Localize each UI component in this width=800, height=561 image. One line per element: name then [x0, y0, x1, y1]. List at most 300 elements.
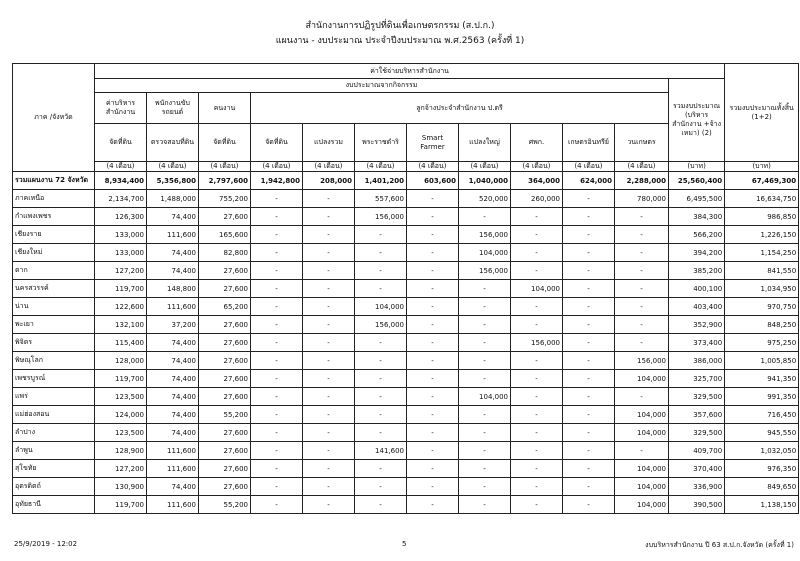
table-cell: 848,250 [725, 316, 799, 334]
table-cell: 156,000 [459, 262, 511, 280]
table-cell: - [511, 244, 563, 262]
header-c11: วนเกษตร [615, 124, 669, 162]
table-cell: - [511, 460, 563, 478]
table-cell: 329,500 [669, 388, 725, 406]
row-label: รวมแผนงาน 72 จังหวัด [13, 172, 95, 190]
row-label: ตาก [13, 262, 95, 280]
table-cell: 133,000 [95, 244, 147, 262]
table-cell: 624,000 [563, 172, 615, 190]
header-row-units [13, 162, 799, 172]
table-cell: - [251, 442, 303, 460]
table-cell: 27,600 [199, 262, 251, 280]
table-cell: 1,488,000 [147, 190, 199, 208]
table-cell: 400,100 [669, 280, 725, 298]
unit-cell: (4 เดือน) [459, 162, 511, 172]
table-cell: 370,400 [669, 460, 725, 478]
header-sum-admin: รวมงบประมาณ (บริหารสำนักงาน +จ้างเหมา) (2) [669, 79, 725, 162]
table-cell: - [407, 316, 459, 334]
table-cell: 104,000 [615, 478, 669, 496]
table-cell: - [459, 406, 511, 424]
table-cell: 67,469,300 [725, 172, 799, 190]
table-cell: - [303, 460, 355, 478]
table-cell: 970,750 [725, 298, 799, 316]
table-cell: - [459, 208, 511, 226]
table-cell: 27,600 [199, 280, 251, 298]
row-label: อุตรดิตถ์ [13, 478, 95, 496]
table-cell: - [407, 262, 459, 280]
table-cell: 119,700 [95, 370, 147, 388]
table-cell: 27,600 [199, 334, 251, 352]
table-cell: - [511, 226, 563, 244]
table-cell: 566,200 [669, 226, 725, 244]
table-cell: - [459, 352, 511, 370]
header-admin-office: ค่าบริหารสำนักงาน [95, 93, 147, 124]
table-cell: - [303, 442, 355, 460]
table-row [13, 460, 799, 478]
footer-date: 25/9/2019 - 12:02 [14, 540, 78, 548]
unit-cell: (4 เดือน) [511, 162, 563, 172]
table-cell: - [251, 262, 303, 280]
table-cell: 74,400 [147, 424, 199, 442]
row-label: เชียงใหม่ [13, 244, 95, 262]
table-cell: 104,000 [459, 388, 511, 406]
table-cell: - [355, 352, 407, 370]
table-cell: 74,400 [147, 370, 199, 388]
table-cell: - [355, 388, 407, 406]
table-row [13, 406, 799, 424]
unit-cell: (4 เดือน) [147, 162, 199, 172]
row-label: พะเยา [13, 316, 95, 334]
table-cell: - [511, 316, 563, 334]
row-label: เชียงราย [13, 226, 95, 244]
table-cell: - [303, 406, 355, 424]
table-row [13, 496, 799, 514]
table-cell: 165,600 [199, 226, 251, 244]
table-cell: 74,400 [147, 244, 199, 262]
table-cell: - [251, 352, 303, 370]
table-cell: - [615, 262, 669, 280]
table-cell: 986,850 [725, 208, 799, 226]
row-label: แพร่ [13, 388, 95, 406]
unit-cell: (4 เดือน) [407, 162, 459, 172]
table-cell: - [355, 280, 407, 298]
table-cell: - [407, 460, 459, 478]
table-cell: 132,100 [95, 316, 147, 334]
table-cell: - [563, 460, 615, 478]
table-row [13, 226, 799, 244]
row-label: สุโขทัย [13, 460, 95, 478]
table-cell: - [511, 388, 563, 406]
header-row-2 [13, 79, 799, 93]
table-cell: 390,500 [669, 496, 725, 514]
table-cell: - [355, 406, 407, 424]
table-cell: 156,000 [355, 208, 407, 226]
table-row [13, 370, 799, 388]
page-number: 5 [402, 540, 407, 548]
table-cell: 336,900 [669, 478, 725, 496]
table-cell: 104,000 [355, 298, 407, 316]
table-cell: - [303, 496, 355, 514]
table-cell: 127,200 [95, 460, 147, 478]
table-cell: 74,400 [147, 352, 199, 370]
table-cell: - [303, 262, 355, 280]
unit-cell: (4 เดือน) [95, 162, 147, 172]
table-cell: - [511, 298, 563, 316]
table-cell: 74,400 [147, 478, 199, 496]
table-cell: 27,600 [199, 388, 251, 406]
table-cell: - [407, 298, 459, 316]
table-cell: 119,700 [95, 280, 147, 298]
table-cell: 124,000 [95, 406, 147, 424]
table-cell: - [563, 262, 615, 280]
table-cell: 27,600 [199, 478, 251, 496]
table-cell: 2,134,700 [95, 190, 147, 208]
table-cell: - [615, 226, 669, 244]
header-op-budget: งบประมาณจากกิจกรรม [95, 79, 669, 93]
footer-note: งบบริหารสำนักงาน ปี 63 ส.ป.ก.จังหวัด (ครั้งที่ 1) [645, 541, 794, 549]
table-cell: 1,034,950 [725, 280, 799, 298]
table-cell: 104,000 [511, 280, 563, 298]
table-cell: - [303, 352, 355, 370]
table-cell: 128,900 [95, 442, 147, 460]
table-cell: 74,400 [147, 406, 199, 424]
table-cell: - [563, 370, 615, 388]
table-row [13, 262, 799, 280]
table-cell: 8,934,400 [95, 172, 147, 190]
table-cell: - [251, 316, 303, 334]
table-cell: - [459, 424, 511, 442]
table-cell: - [251, 244, 303, 262]
table-cell: 384,300 [669, 208, 725, 226]
table-cell: 123,500 [95, 424, 147, 442]
table-cell: 25,560,400 [669, 172, 725, 190]
table-cell: - [303, 226, 355, 244]
table-cell: 27,600 [199, 370, 251, 388]
table-cell: - [563, 496, 615, 514]
table-cell: 111,600 [147, 442, 199, 460]
table-cell: 1,226,150 [725, 226, 799, 244]
table-cell: 148,800 [147, 280, 199, 298]
header-c2: ตรวจสอบที่ดิน [147, 124, 199, 162]
table-cell: 755,200 [199, 190, 251, 208]
table-cell: - [511, 442, 563, 460]
table-cell: - [563, 406, 615, 424]
table-cell: - [563, 226, 615, 244]
table-cell: 976,350 [725, 460, 799, 478]
table-cell: - [407, 424, 459, 442]
table-cell: - [511, 370, 563, 388]
table-cell: - [615, 244, 669, 262]
table-cell: 325,700 [669, 370, 725, 388]
table-cell: 111,600 [147, 226, 199, 244]
table-cell: 1,005,850 [725, 352, 799, 370]
table-cell: 403,400 [669, 298, 725, 316]
table-cell: 2,288,000 [615, 172, 669, 190]
table-cell: - [407, 478, 459, 496]
table-cell: 104,000 [615, 406, 669, 424]
document-title: สำนักงานการปฏิรูปที่ดินเพื่อเกษตรกรรม (ส.ป.ก.) [305, 21, 495, 31]
table-cell: 65,200 [199, 298, 251, 316]
table-cell: - [251, 370, 303, 388]
table-cell: 260,000 [511, 190, 563, 208]
table-cell: 27,600 [199, 442, 251, 460]
header-c7: Smart Farmer [407, 124, 459, 162]
table-cell: 111,600 [147, 496, 199, 514]
table-cell: - [407, 442, 459, 460]
header-driver: พนักงานขับรถยนต์ [147, 93, 199, 124]
table-cell: 16,634,750 [725, 190, 799, 208]
row-label: อุทัยธานี [13, 496, 95, 514]
table-cell: - [251, 460, 303, 478]
table-cell: - [407, 190, 459, 208]
table-cell: - [459, 334, 511, 352]
table-cell: - [563, 388, 615, 406]
table-cell: - [459, 460, 511, 478]
unit-cell: (4 เดือน) [199, 162, 251, 172]
table-cell: 104,000 [615, 496, 669, 514]
table-cell: - [303, 280, 355, 298]
unit-cell: (บาท) [725, 162, 799, 172]
table-cell: 2,797,600 [199, 172, 251, 190]
table-cell: - [251, 478, 303, 496]
table-cell: - [511, 406, 563, 424]
table-cell: 5,356,800 [147, 172, 199, 190]
table-cell: 27,600 [199, 460, 251, 478]
row-label: กำแพงเพชร [13, 208, 95, 226]
table-cell: 1,032,050 [725, 442, 799, 460]
row-label: นครสวรรค์ [13, 280, 95, 298]
table-cell: - [511, 352, 563, 370]
header-admin-cost: ค่าใช้จ่ายบริหารสำนักงาน [95, 64, 725, 79]
table-cell: 111,600 [147, 298, 199, 316]
header-c1: จัดที่ดิน [95, 124, 147, 162]
table-cell: 104,000 [459, 244, 511, 262]
header-region: ภาค /จังหวัด [13, 64, 95, 172]
unit-cell: (4 เดือน) [355, 162, 407, 172]
unit-cell: (บาท) [669, 162, 725, 172]
header-row-1 [13, 64, 799, 79]
table-cell: - [615, 316, 669, 334]
table-cell: 130,900 [95, 478, 147, 496]
table-cell: - [615, 208, 669, 226]
header-c10: เกษตรอินทรีย์ [563, 124, 615, 162]
table-row [13, 442, 799, 460]
table-cell: - [563, 352, 615, 370]
table-cell: - [251, 208, 303, 226]
table-cell: - [407, 334, 459, 352]
table-cell: - [355, 496, 407, 514]
table-cell: - [459, 370, 511, 388]
header-grand-total: รวมงบประมาณทั้งสิ้น (1+2) [725, 64, 799, 162]
table-cell: 122,600 [95, 298, 147, 316]
table-cell: 975,250 [725, 334, 799, 352]
table-cell: - [303, 190, 355, 208]
table-cell: - [355, 370, 407, 388]
table-cell: - [407, 352, 459, 370]
table-cell: 127,200 [95, 262, 147, 280]
table-cell: - [251, 496, 303, 514]
table-cell: 208,000 [303, 172, 355, 190]
header-c9: ศพก. [511, 124, 563, 162]
table-cell: 119,700 [95, 496, 147, 514]
table-cell: 841,550 [725, 262, 799, 280]
table-cell: 133,000 [95, 226, 147, 244]
table-cell: 156,000 [615, 352, 669, 370]
table-cell: - [303, 334, 355, 352]
table-cell: - [615, 298, 669, 316]
unit-cell: (4 เดือน) [563, 162, 615, 172]
table-cell: - [407, 280, 459, 298]
table-cell: - [459, 478, 511, 496]
table-cell: - [355, 460, 407, 478]
table-cell: - [563, 316, 615, 334]
table-cell: - [355, 226, 407, 244]
row-label: ลำพูน [13, 442, 95, 460]
table-cell: - [615, 388, 669, 406]
table-cell: - [615, 442, 669, 460]
table-cell: - [459, 280, 511, 298]
table-cell: 1,138,150 [725, 496, 799, 514]
table-cell: - [459, 496, 511, 514]
table-cell: 104,000 [615, 460, 669, 478]
table-cell: - [563, 298, 615, 316]
table-cell: - [407, 226, 459, 244]
table-cell: 849,650 [725, 478, 799, 496]
table-row [13, 334, 799, 352]
unit-cell: (4 เดือน) [251, 162, 303, 172]
table-cell: - [251, 226, 303, 244]
table-cell: 156,000 [511, 334, 563, 352]
table-cell: 27,600 [199, 352, 251, 370]
table-cell: - [407, 244, 459, 262]
row-label: แม่ฮ่องสอน [13, 406, 95, 424]
table-cell: - [303, 316, 355, 334]
row-label: พิจิตร [13, 334, 95, 352]
header-c6: พระราชดำริ [355, 124, 407, 162]
table-cell: - [459, 316, 511, 334]
table-cell: 55,200 [199, 406, 251, 424]
table-cell: - [355, 244, 407, 262]
table-row [13, 478, 799, 496]
table-row [13, 244, 799, 262]
table-cell: - [563, 334, 615, 352]
table-cell: 385,200 [669, 262, 725, 280]
header-c5: แปลงรวม [303, 124, 355, 162]
table-cell: - [563, 478, 615, 496]
table-cell: - [303, 388, 355, 406]
header-c3: จัดที่ดิน [199, 124, 251, 162]
table-cell: 156,000 [459, 226, 511, 244]
table-cell: 27,600 [199, 316, 251, 334]
table-cell: - [251, 388, 303, 406]
table-cell: 780,000 [615, 190, 669, 208]
table-cell: 357,600 [669, 406, 725, 424]
table-cell: - [563, 190, 615, 208]
table-cell: 394,200 [669, 244, 725, 262]
table-cell: 74,400 [147, 388, 199, 406]
table-cell: - [407, 496, 459, 514]
table-cell: 104,000 [615, 424, 669, 442]
document-subtitle: แผนงาน - งบประมาณ ประจำปีงบประมาณ พ.ศ.2563 (ครั้งที่ 1) [275, 36, 525, 46]
table-cell: - [511, 496, 563, 514]
table-cell: 941,350 [725, 370, 799, 388]
table-cell: 115,400 [95, 334, 147, 352]
table-cell: - [563, 442, 615, 460]
table-cell: - [251, 334, 303, 352]
table-cell: - [251, 190, 303, 208]
table-cell: - [251, 280, 303, 298]
table-cell: 352,900 [669, 316, 725, 334]
table-cell: 386,000 [669, 352, 725, 370]
table-cell: 329,500 [669, 424, 725, 442]
table-cell: - [511, 424, 563, 442]
table-cell: - [407, 208, 459, 226]
table-cell: 74,400 [147, 208, 199, 226]
table-cell: 111,600 [147, 460, 199, 478]
table-cell: 716,450 [725, 406, 799, 424]
table-cell: - [303, 208, 355, 226]
table-cell: - [563, 208, 615, 226]
table-cell: - [563, 424, 615, 442]
table-cell: - [459, 298, 511, 316]
table-cell: 82,800 [199, 244, 251, 262]
table-row [13, 388, 799, 406]
budget-table [12, 63, 799, 514]
unit-cell: (4 เดือน) [303, 162, 355, 172]
table-cell: - [615, 280, 669, 298]
table-cell: 27,600 [199, 424, 251, 442]
table-row [13, 208, 799, 226]
row-label: เพชรบูรณ์ [13, 370, 95, 388]
table-cell: 74,400 [147, 334, 199, 352]
row-label: ภาคเหนือ [13, 190, 95, 208]
table-cell: 156,000 [355, 316, 407, 334]
table-cell: 603,600 [407, 172, 459, 190]
table-cell: 74,400 [147, 262, 199, 280]
table-cell: - [407, 388, 459, 406]
table-cell: 55,200 [199, 496, 251, 514]
table-cell: 1,040,000 [459, 172, 511, 190]
header-contract-staff: ลูกจ้างประจำสำนักงาน ป.ตรี [251, 93, 669, 124]
table-cell: - [511, 478, 563, 496]
table-cell: - [511, 262, 563, 280]
table-cell: 27,600 [199, 208, 251, 226]
table-cell: - [355, 334, 407, 352]
table-cell: 1,154,250 [725, 244, 799, 262]
table-row [13, 352, 799, 370]
unit-cell: (4 เดือน) [615, 162, 669, 172]
table-cell: 520,000 [459, 190, 511, 208]
table-cell: 37,200 [147, 316, 199, 334]
table-cell: - [615, 334, 669, 352]
table-cell: - [303, 244, 355, 262]
table-cell: 141,600 [355, 442, 407, 460]
table-cell: 1,401,200 [355, 172, 407, 190]
table-row [13, 424, 799, 442]
table-cell: 128,000 [95, 352, 147, 370]
table-cell: - [355, 424, 407, 442]
table-cell: 557,600 [355, 190, 407, 208]
table-cell: 409,700 [669, 442, 725, 460]
region-row [13, 190, 799, 208]
table-cell: 364,000 [511, 172, 563, 190]
table-cell: - [303, 424, 355, 442]
table-body [13, 172, 799, 514]
header-c4: จัดที่ดิน [251, 124, 303, 162]
row-label: น่าน [13, 298, 95, 316]
table-cell: - [459, 442, 511, 460]
row-label: พิษณุโลก [13, 352, 95, 370]
